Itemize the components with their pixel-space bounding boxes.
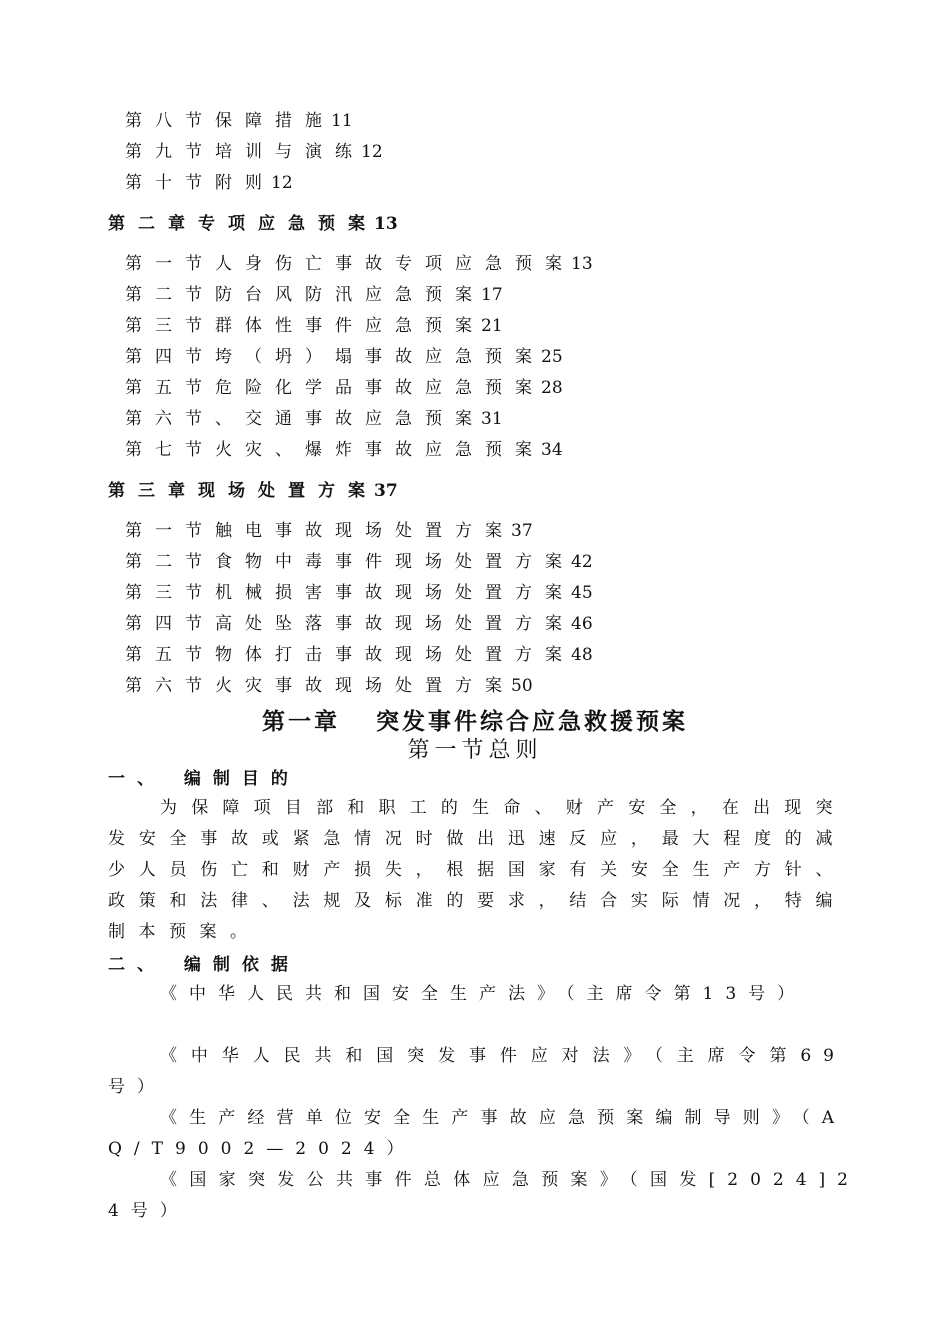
toc-entry-title: 第二节食物中毒事件现场处置方案 xyxy=(125,552,575,572)
toc-chapter-page: 37 xyxy=(374,481,398,501)
toc-entry xyxy=(125,675,533,697)
toc-entry-title: 第七节火灾、爆炸事故应急预案 xyxy=(125,440,545,460)
toc-chapter xyxy=(108,213,398,235)
toc-entry-page: 21 xyxy=(481,316,503,336)
toc-entry-page: 25 xyxy=(541,347,563,367)
toc-chapter-title: 第二章专项应急预案 xyxy=(108,214,378,234)
toc-entry-title: 第三节群体性事件应急预案 xyxy=(125,316,485,336)
toc-entry-page: 31 xyxy=(481,409,503,429)
toc-entry xyxy=(125,253,593,275)
toc-entry-page: 12 xyxy=(361,142,383,162)
toc-entry-title: 第八节保障措施 xyxy=(125,111,335,131)
part2-heading: 二、 编制依据 xyxy=(108,955,300,975)
toc-entry xyxy=(125,284,503,306)
toc-entry-page: 28 xyxy=(541,378,563,398)
toc-entry-title: 第五节危险化学品事故应急预案 xyxy=(125,378,545,398)
reference-item: 《生产经营单位安全生产事故应急预案编制导则》（AQ/T9002—2024） xyxy=(108,1108,846,1159)
toc-entry xyxy=(125,408,503,430)
reference-item: 《中华人民共和国突发事件应对法》（主席令第69号） xyxy=(108,1046,846,1097)
toc-entry xyxy=(125,582,593,604)
toc-entry-title: 第三节机械损害事故现场处置方案 xyxy=(125,583,575,603)
toc-entry xyxy=(125,110,353,132)
toc-entry-page: 42 xyxy=(571,552,593,572)
toc-entry-page: 48 xyxy=(571,645,593,665)
toc-entry-title: 第十节附则 xyxy=(125,173,275,193)
chapter-number: 第一章 xyxy=(262,709,340,735)
toc-entry-page: 13 xyxy=(571,254,593,274)
toc-chapter-page: 13 xyxy=(374,214,398,234)
toc-entry-title: 第四节高处坠落事故现场处置方案 xyxy=(125,614,575,634)
toc-entry-page: 17 xyxy=(481,285,503,305)
toc-entry-page: 11 xyxy=(331,111,353,131)
reference-item: 《国家突发公共事件总体应急预案》（国发[2024]24号） xyxy=(108,1170,860,1221)
toc-entry-title: 第六节、交通事故应急预案 xyxy=(125,409,485,429)
toc-entry-title: 第一节触电事故现场处置方案 xyxy=(125,521,515,541)
toc-entry-page: 34 xyxy=(541,440,563,460)
toc-entry-page: 37 xyxy=(511,521,533,541)
toc-entry-title: 第二节防台风防汛应急预案 xyxy=(125,285,485,305)
toc-entry xyxy=(125,520,533,542)
toc-entry xyxy=(125,377,563,399)
toc-entry xyxy=(125,315,503,337)
toc-chapter xyxy=(108,480,398,502)
toc-entry-page: 45 xyxy=(571,583,593,603)
part1-heading: 一、 编制目的 xyxy=(108,769,300,789)
toc-entry xyxy=(125,439,563,461)
toc-entry-page: 12 xyxy=(271,173,293,193)
toc-entry-title: 第六节火灾事故现场处置方案 xyxy=(125,676,515,696)
part1-paragraph: 为保障项目部和职工的生命、财产安全，在出现突发安全事故或紧急情况时做出迅速反应，最大程度的减少人员伤亡和财产损失，根据国家有关安全生产方针、政策和法律、法规及标准的要求，结合实际情况，特编制本预案。 xyxy=(108,798,846,942)
toc-entry xyxy=(125,141,383,163)
toc-entry xyxy=(125,613,593,635)
toc-entry xyxy=(125,346,563,368)
toc-entry-page: 50 xyxy=(511,676,533,696)
toc-entry xyxy=(125,172,293,194)
toc-entry-page: 46 xyxy=(571,614,593,634)
toc-chapter-title: 第三章现场处置方案 xyxy=(108,481,378,501)
toc-entry-title: 第九节培训与演练 xyxy=(125,142,365,162)
reference-item: 《中华人民共和国安全生产法》（主席令第13号） xyxy=(160,984,807,1004)
section-title: 第一节总则 xyxy=(407,738,543,763)
toc-entry-title: 第一节人身伤亡事故专项应急预案 xyxy=(125,254,575,274)
chapter-title xyxy=(0,703,950,736)
toc-entry-title: 第四节垮（坍）塌事故应急预案 xyxy=(125,347,545,367)
toc-entry-title: 第五节物体打击事故现场处置方案 xyxy=(125,645,575,665)
toc-entry xyxy=(125,551,593,573)
chapter-name: 突发事件综合应急救援预案 xyxy=(376,709,688,735)
toc-entry xyxy=(125,644,593,666)
